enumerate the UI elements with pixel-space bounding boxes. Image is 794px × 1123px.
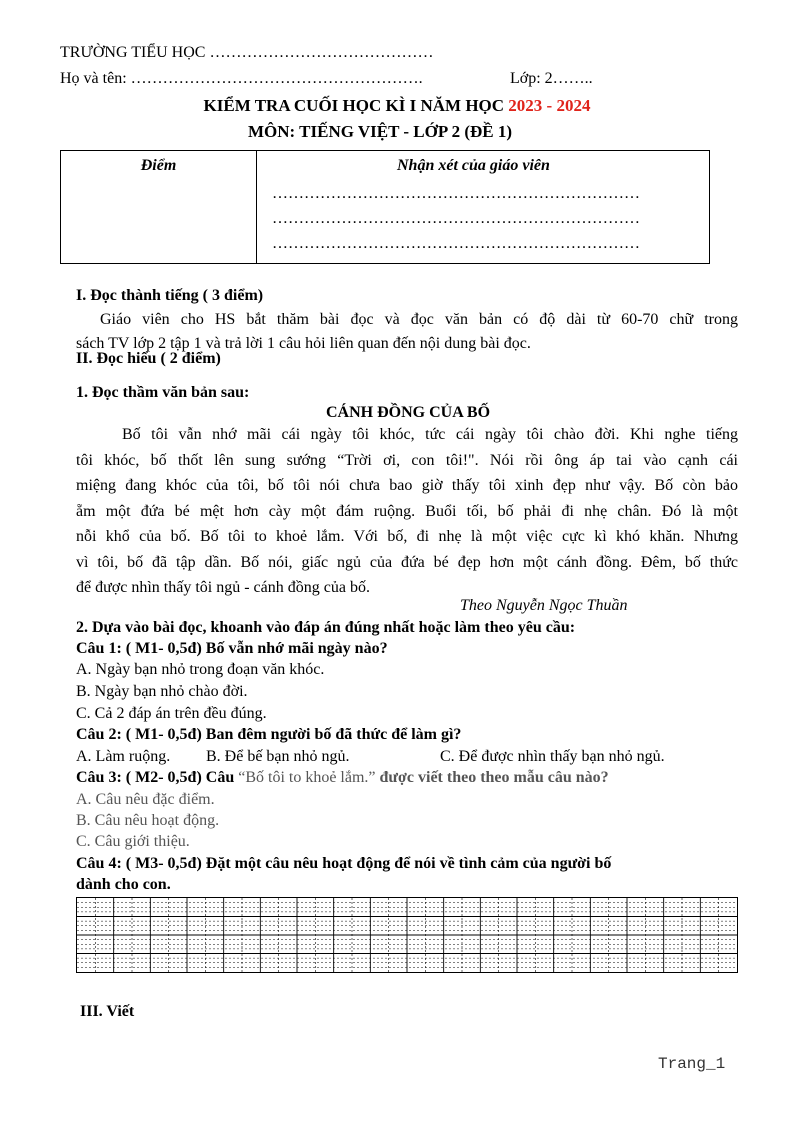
- q3-prompt: được viết theo theo mẫu câu nào?: [379, 769, 609, 786]
- section-1-heading: I. Đọc thành tiếng ( 3 điểm): [76, 287, 264, 304]
- q2-option-c[interactable]: C. Để được nhìn thấy bạn nhỏ ngủ.: [440, 748, 665, 765]
- section-3-heading: III. Viết: [80, 1003, 135, 1020]
- q3-label: Câu 3: ( M2- 0,5đ) Câu: [76, 769, 239, 786]
- exam-title-text: KIỂM TRA CUỐI HỌC KÌ I NĂM HỌC: [203, 96, 509, 115]
- story-line: vì tôi, bố đã tập dần. Bố nói, giấc ngủ của đứa bé đẹp hơn một cánh đồng. Đêm, bố thức: [76, 553, 738, 571]
- q3-option-c[interactable]: C. Câu giới thiệu.: [76, 833, 190, 850]
- score-column: [61, 151, 257, 263]
- comment-line: ……………………………………………………………: [272, 235, 640, 252]
- q1-option-c[interactable]: C. Cả 2 đáp án trên đều đúng.: [76, 705, 267, 722]
- story-line: nỗi khổ của bố. Bố tôi to khoẻ lắm. Với bố, đi nhẹ là một việc cực kì khó khăn. Nhưng: [76, 528, 738, 545]
- text-line: sách TV lớp 2 tập 1 và trả lời 1 câu hỏi liên quan đến nội dung bài đọc.: [76, 334, 531, 352]
- student-name-line: Họ và tên: ……………………………………………….: [60, 70, 423, 87]
- story-line: tôi khóc, bố thốt lên sung sướng “Trời ơi, con tôi!". Nói rồi ông áp tai vào cạnh cái: [76, 451, 738, 469]
- writing-grid-lines: [77, 898, 737, 972]
- subject-title: MÔN: TIẾNG VIỆT - LỚP 2 (ĐỀ 1): [248, 122, 513, 141]
- q2-option-a[interactable]: A. Làm ruộng.: [76, 748, 171, 765]
- q3-quote: “Bố tôi to khoẻ lắm.”: [238, 769, 380, 786]
- question-4-cont: dành cho con.: [76, 876, 171, 893]
- grade-box: [60, 150, 710, 264]
- q3-option-b[interactable]: B. Câu nêu hoạt động.: [76, 812, 220, 829]
- q1-option-b[interactable]: B. Ngày bạn nhỏ chào đời.: [76, 683, 248, 700]
- story-title: CÁNH ĐỒNG CỦA BỐ: [326, 404, 491, 421]
- question-4: Câu 4: ( M3- 0,5đ) Đặt một câu nêu hoạt động để nói về tình cảm của người bố: [76, 855, 612, 872]
- class-line: Lớp: 2……..: [510, 70, 593, 87]
- comment-line: ……………………………………………………………: [272, 210, 640, 227]
- q1-option-a[interactable]: A. Ngày bạn nhỏ trong đoạn văn khóc.: [76, 661, 325, 678]
- score-label: Điểm: [140, 157, 177, 174]
- story-text: [76, 422, 738, 601]
- comment-line: ……………………………………………………………: [272, 185, 640, 202]
- story-line: để được nhìn thấy tôi ngủ - cánh đồng của bố.: [76, 579, 370, 596]
- story-author: Theo Nguyễn Ngọc Thuần: [460, 597, 628, 614]
- school-line: TRƯỜNG TIỂU HỌC ……………………………………: [60, 44, 434, 61]
- question-2: Câu 2: ( M1- 0,5đ) Ban đêm người bố đã thức để làm gì?: [76, 726, 462, 743]
- page-number: Trang_1: [658, 1055, 726, 1073]
- q3-option-a[interactable]: A. Câu nêu đặc điểm.: [76, 791, 215, 808]
- story-line: ẵm một đứa bé mệt hơn cày một đám ruộng. Buổi tối, bố phải đi nhẹ chân. Đó là một: [76, 502, 738, 520]
- exam-title: [0, 96, 794, 116]
- section-1-text: [76, 307, 738, 354]
- comment-label: Nhận xét của giáo viên: [397, 157, 550, 174]
- question-1: Câu 1: ( M1- 0,5đ) Bố vẫn nhớ mãi ngày nào?: [76, 640, 388, 657]
- read-instruction: 1. Đọc thầm văn bản sau:: [76, 384, 250, 401]
- question-3: [76, 769, 609, 787]
- answer-instruction: 2. Dựa vào bài đọc, khoanh vào đáp án đúng nhất hoặc làm theo yêu cầu:: [76, 619, 576, 636]
- story-line: Bố tôi vẫn nhớ mãi cái ngày tôi khóc, tức cái ngày tôi chào đời. Khi nghe tiếng: [122, 426, 738, 443]
- writing-grid[interactable]: [76, 897, 738, 973]
- text-line: Giáo viên cho HS bắt thăm bài đọc và đọc văn bản có độ dài từ 60-70 chữ trong: [100, 311, 738, 328]
- section-2-heading: II. Đọc hiểu ( 2 điểm): [76, 350, 221, 367]
- exam-year: 2023 - 2024: [508, 96, 591, 115]
- q2-option-b[interactable]: B. Để bế bạn nhỏ ngủ.: [206, 748, 350, 765]
- story-line: miệng đang khóc của tôi, bố tôi nói chưa bao giờ thấy tôi xinh đẹp như vậy. Bố còn bảo: [76, 477, 738, 494]
